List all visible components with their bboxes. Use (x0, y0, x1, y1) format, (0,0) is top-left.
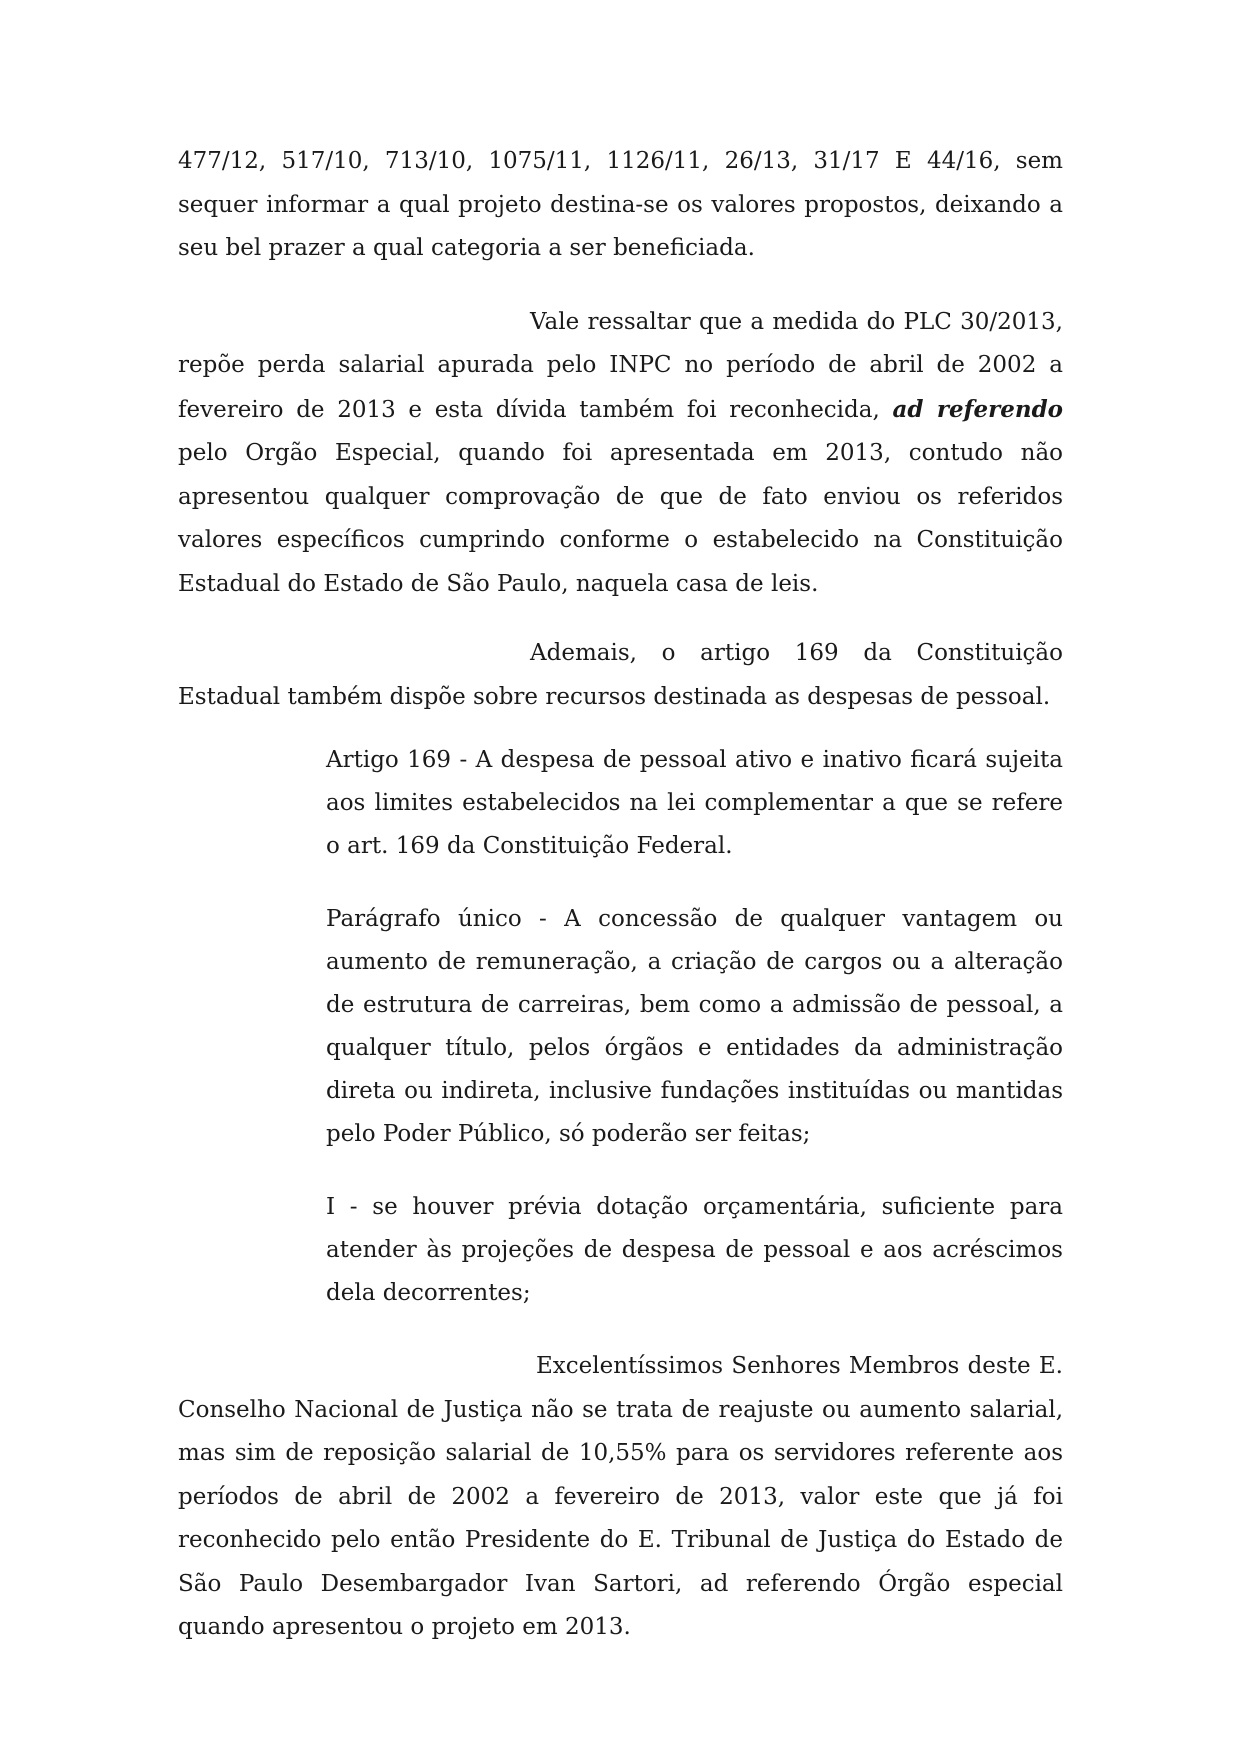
paragraph-plc-30-2013 (178, 301, 1063, 607)
emphasis-ad-referendo: ad referendo (892, 395, 1063, 423)
paragraph-project-list (178, 140, 1063, 271)
paragraph-text: Excelentíssimos Senhores Membros deste E. Conselho Nacional de Justiça não se trata de reajuste ou aumento salarial, mas sim de reposição salarial de 10,55% para os servidores referente aos períodos de abril de 2002 a fevereiro de 2013, valor este que já foi reconhecido pelo então Presidente do E. Tribunal de Justiça do Estado de São Paulo Desembargador Ivan Sartori, ad referendo Órgão especial quando apresentou o projeto em 2013. (178, 1353, 1063, 1640)
legal-quote-block (178, 739, 1063, 1315)
quote-paragrafo-unico: Parágrafo único - A concessão de qualquer vantagem ou aumento de remuneração, a criação de cargos ou a alteração de estrutura de carreiras, bem como a admissão de pessoal, a qualquer título, pelos órgãos e entidades da administração direta ou indireta, inclusive fundações instituídas ou mantidas pelo Poder Público, só poderão ser feitas; (326, 906, 1063, 1147)
paragraph-text: Vale ressaltar que a medida do PLC 30/2013, repõe perda salarial apurada pelo INPC no período de abril de 2002 a fevereiro de 2013 e esta dívida também foi reconhecida, (178, 308, 1063, 423)
paragraph-text: 477/12, 517/10, 713/10, 1075/11, 1126/11, 26/13, 31/17 E 44/16, sem sequer informar a qual projeto destina-se os valores propostos, deixando a seu bel prazer a qual categoria a ser beneficiada. (178, 148, 1063, 261)
paragraph-artigo-169 (178, 632, 1063, 719)
document-page (178, 140, 1063, 1650)
quote-inciso-i: I - se houver prévia dotação orçamentária, suficiente para atender às projeções de despesa de pessoal e aos acréscimos dela decorrentes; (326, 1194, 1063, 1306)
paragraph-text: Ademais, o artigo 169 da Constituição Estadual também dispõe sobre recursos destinada as despesas de pessoal. (178, 640, 1063, 710)
quote-artigo-169: Artigo 169 - A despesa de pessoal ativo e inativo ficará sujeita aos limites estabelecidos na lei complementar a que se refere o art. 169 da Constituição Federal. (326, 747, 1063, 859)
paragraph-excelentissimos (178, 1345, 1063, 1650)
paragraph-text: pelo Orgão Especial, quando foi apresentada em 2013, contudo não apresentou qualquer comprovação de que de fato enviou os referidos valores específicos cumprindo conforme o estabelecido na Constituição Estadual do Estado de São Paulo, naquela casa de leis. (178, 440, 1063, 597)
